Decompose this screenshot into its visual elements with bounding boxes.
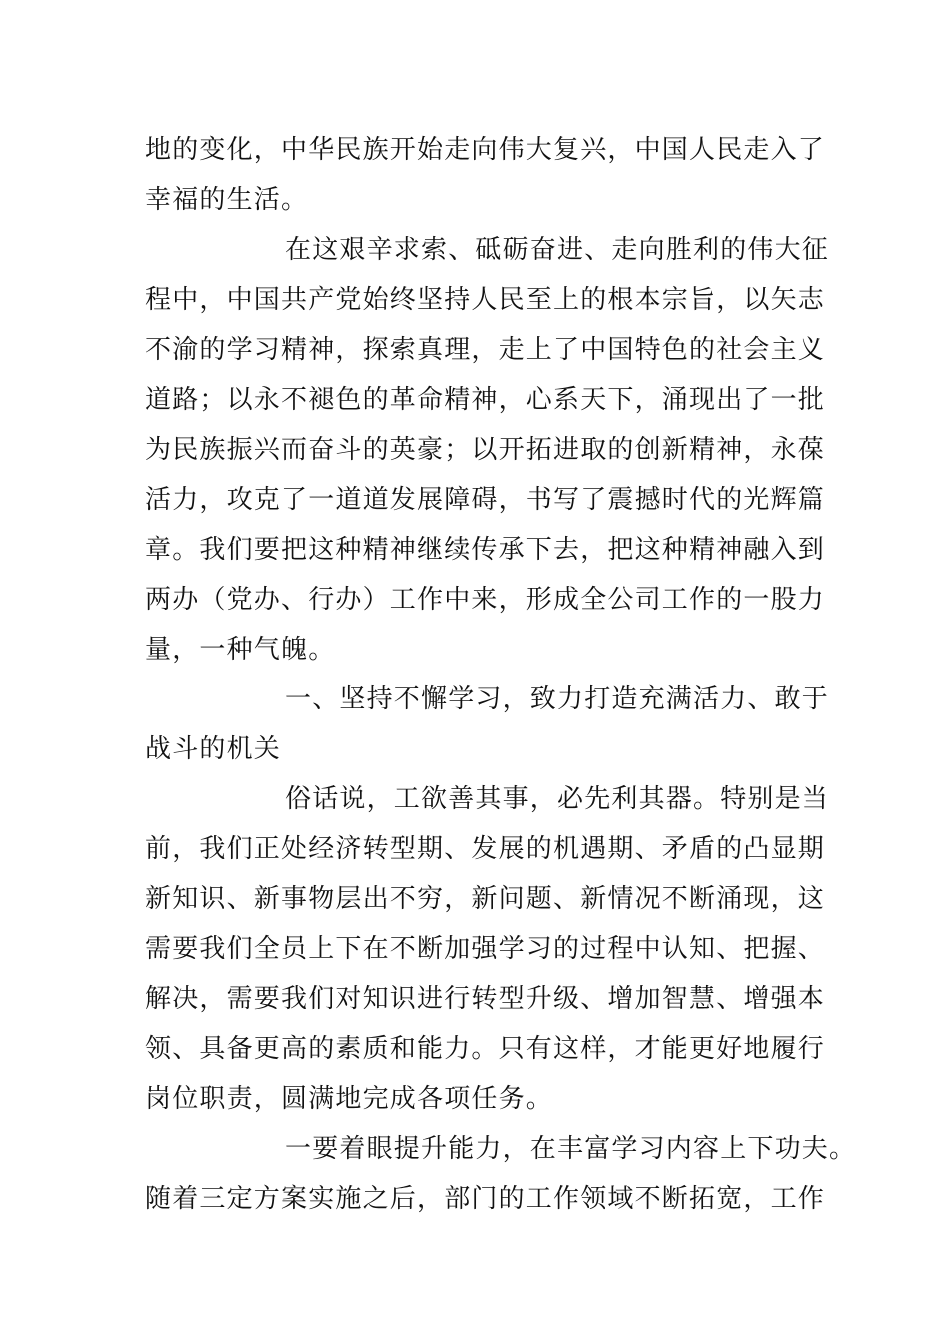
paragraph-first-line: 俗话说，工欲善其事，必先利其器。特别是当 <box>285 784 830 814</box>
text-line: 地的变化，中华民族开始走向伟大复兴，中国人民走入了 <box>145 135 826 165</box>
text-line: 道路；以永不褪色的革命精神，心系天下，涌现出了一批 <box>145 385 826 415</box>
text-line: 程中，中国共产党始终坚持人民至上的根本宗旨，以矢志 <box>145 285 826 315</box>
text-line: 活力，攻克了一道道发展障碍，书写了震撼时代的光辉篇 <box>145 485 826 515</box>
text-line: 量，一种气魄。 <box>145 635 336 665</box>
text-line: 需要我们全员上下在不断加强学习的过程中认知、把握、 <box>145 934 826 964</box>
paragraph-first-line: 一要着眼提升能力，在丰富学习内容上下功夫。 <box>285 1134 857 1164</box>
text-line: 章。我们要把这种精神继续传承下去，把这种精神融入到 <box>145 535 826 565</box>
text-line: 幸福的生活。 <box>145 185 309 215</box>
text-line: 解决，需要我们对知识进行转型升级、增加智慧、增强本 <box>145 984 826 1014</box>
paragraph-first-line: 在这艰辛求索、砥砺奋进、走向胜利的伟大征 <box>285 235 830 265</box>
text-line: 不渝的学习精神，探索真理，走上了中国特色的社会主义 <box>145 335 826 365</box>
text-line: 为民族振兴而奋斗的英豪；以开拓进取的创新精神，永葆 <box>145 435 826 465</box>
text-line: 前，我们正处经济转型期、发展的机遇期、矛盾的凸显期 <box>145 834 826 864</box>
section-heading-continued: 战斗的机关 <box>145 734 282 764</box>
text-line: 新知识、新事物层出不穷，新问题、新情况不断涌现，这 <box>145 884 826 914</box>
section-heading: 一、坚持不懈学习，致力打造充满活力、敢于 <box>285 684 830 714</box>
text-line: 岗位职责，圆满地完成各项任务。 <box>145 1084 554 1114</box>
text-line: 两办（党办、行办）工作中来，形成全公司工作的一股力 <box>145 585 826 615</box>
text-line: 领、具备更高的素质和能力。只有这样，才能更好地履行 <box>145 1034 826 1064</box>
text-line: 随着三定方案实施之后，部门的工作领域不断拓宽，工作 <box>145 1184 826 1214</box>
